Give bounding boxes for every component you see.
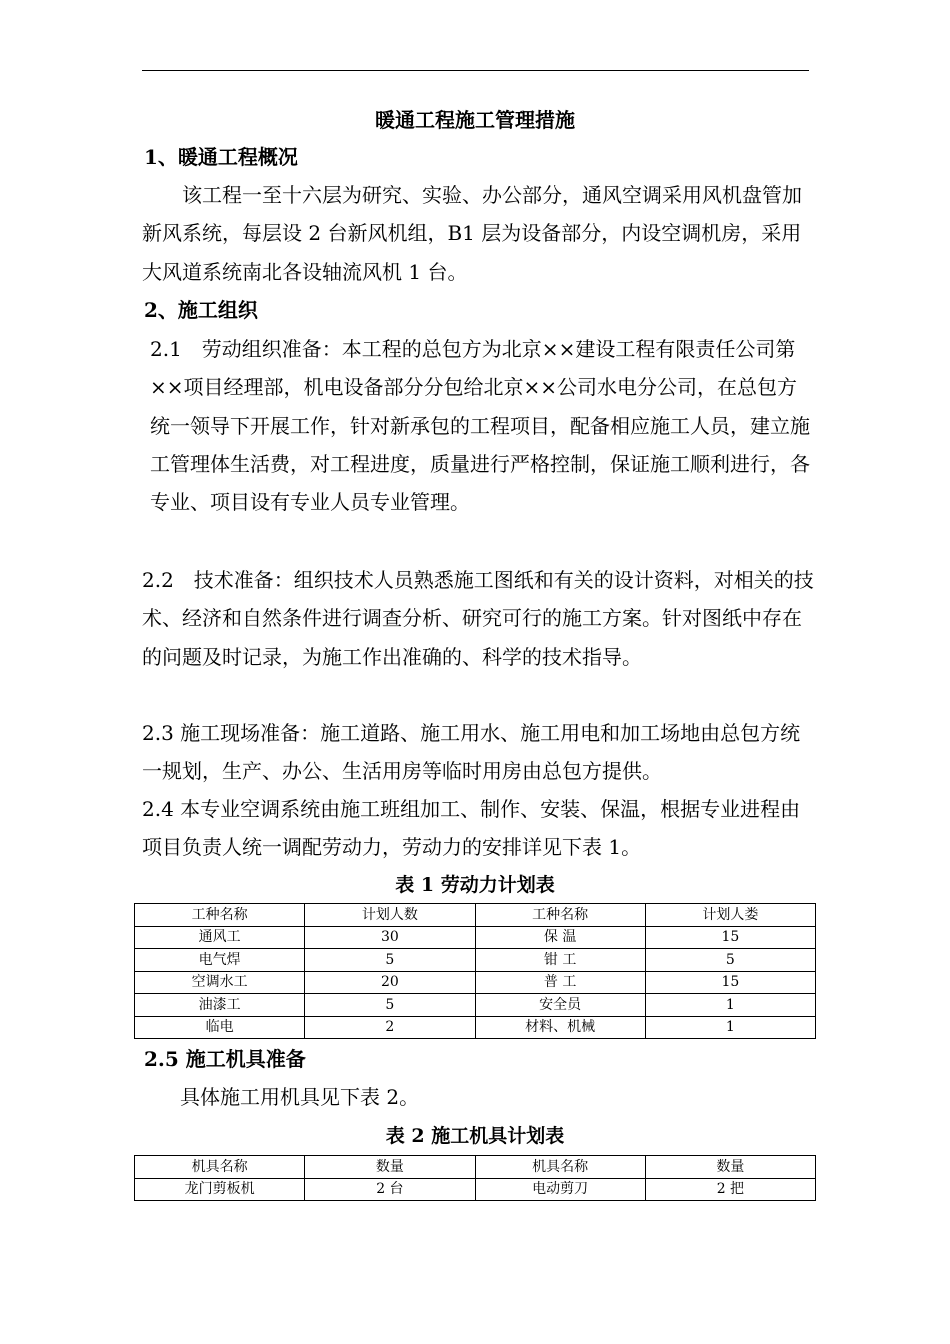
table-cell: 钳 工: [475, 949, 645, 972]
table-cell: 材料、机械: [475, 1016, 645, 1039]
table-row: [135, 971, 816, 994]
table-cell: 5: [305, 994, 475, 1017]
table-cell: 5: [645, 949, 815, 972]
table-1-caption: 表 1 劳动力计划表: [395, 874, 555, 896]
table-header-row: [135, 1156, 816, 1179]
table-cell: 空调水工: [135, 971, 305, 994]
table-cell: 通风工: [135, 926, 305, 949]
paragraph-2-1: 2.1 劳动组织准备：本工程的总包方为北京××建设工程有限责任公司第××项目经理部，机电设备部分分包给北京××公司水电分公司，在总包方统一领导下开展工作，针对新承包的工程项目，配备相应施工人员，建立施工管理体生活费，对工程进度，质量进行严格控制，保证施工顺利进行，各专业、项目设有专业人员专业管理。: [150, 337, 810, 515]
section-2-heading: 2、施工组织: [144, 298, 258, 322]
table-cell: 30: [305, 926, 475, 949]
header-rule: [142, 70, 809, 71]
table-cell: 5: [305, 949, 475, 972]
table-cell: 电动剪刀: [475, 1178, 645, 1201]
header-cell: 工种名称: [475, 904, 645, 927]
table-row: [135, 994, 816, 1017]
table-cell: 电气焊: [135, 949, 305, 972]
table-cell: 15: [645, 926, 815, 949]
table-cell: 油漆工: [135, 994, 305, 1017]
equipment-plan-table: [134, 1155, 816, 1201]
table-cell: 20: [305, 971, 475, 994]
table-row: [135, 1016, 816, 1039]
paragraph-2-3: 2.3 施工现场准备：施工道路、施工用水、施工用电和加工场地由总包方统一规划，生产、办公、生活用房等临时用房由总包方提供。: [142, 721, 801, 784]
section-2-5-paragraph: 具体施工用机具见下表 2。: [180, 1085, 420, 1109]
table-row: [135, 926, 816, 949]
section-1-heading: 1、暖通工程概况: [144, 145, 298, 169]
table-header-row: [135, 904, 816, 927]
section-1-paragraph: 该工程一至十六层为研究、实验、办公部分，通风空调采用风机盘管加新风系统，每层设 2 台新风机组，B1 层为设备部分，内设空调机房，采用大风道系统南北各设轴流风机 1 台。: [142, 183, 802, 284]
header-cell: 计划人数: [305, 904, 475, 927]
table-cell: 2 台: [305, 1178, 475, 1201]
labor-plan-table: [134, 903, 816, 1039]
table-cell: 普 工: [475, 971, 645, 994]
table-cell: 2: [305, 1016, 475, 1039]
header-cell: 计划人娄: [645, 904, 815, 927]
table-cell: 2 把: [645, 1178, 815, 1201]
paragraph-2-4: 2.4 本专业空调系统由施工班组加工、制作、安装、保温，根据专业进程由项目负责人统一调配劳动力，劳动力的安排详见下表 1。: [142, 797, 801, 860]
table-cell: 保 温: [475, 926, 645, 949]
header-cell: 工种名称: [135, 904, 305, 927]
table-cell: 龙门剪板机: [135, 1178, 305, 1201]
table-row: [135, 1178, 816, 1201]
table-cell: 临电: [135, 1016, 305, 1039]
table-cell: 安全员: [475, 994, 645, 1017]
table-cell: 1: [645, 1016, 815, 1039]
header-cell: 机具名称: [135, 1156, 305, 1179]
table-2-caption: 表 2 施工机具计划表: [385, 1125, 565, 1147]
header-cell: 机具名称: [475, 1156, 645, 1179]
table-row: [135, 949, 816, 972]
paragraph-2-2: 2.2 技术准备：组织技术人员熟悉施工图纸和有关的设计资料，对相关的技术、经济和自然条件进行调查分析、研究可行的施工方案。针对图纸中存在的问题及时记录，为施工作出准确的、科学的技术指导。: [142, 568, 814, 669]
section-2-5-heading: 2.5 施工机具准备: [144, 1047, 306, 1071]
table-cell: 15: [645, 971, 815, 994]
header-cell: 数量: [305, 1156, 475, 1179]
header-cell: 数量: [645, 1156, 815, 1179]
table-cell: 1: [645, 994, 815, 1017]
document-title: 暖通工程施工管理措施: [375, 108, 575, 132]
